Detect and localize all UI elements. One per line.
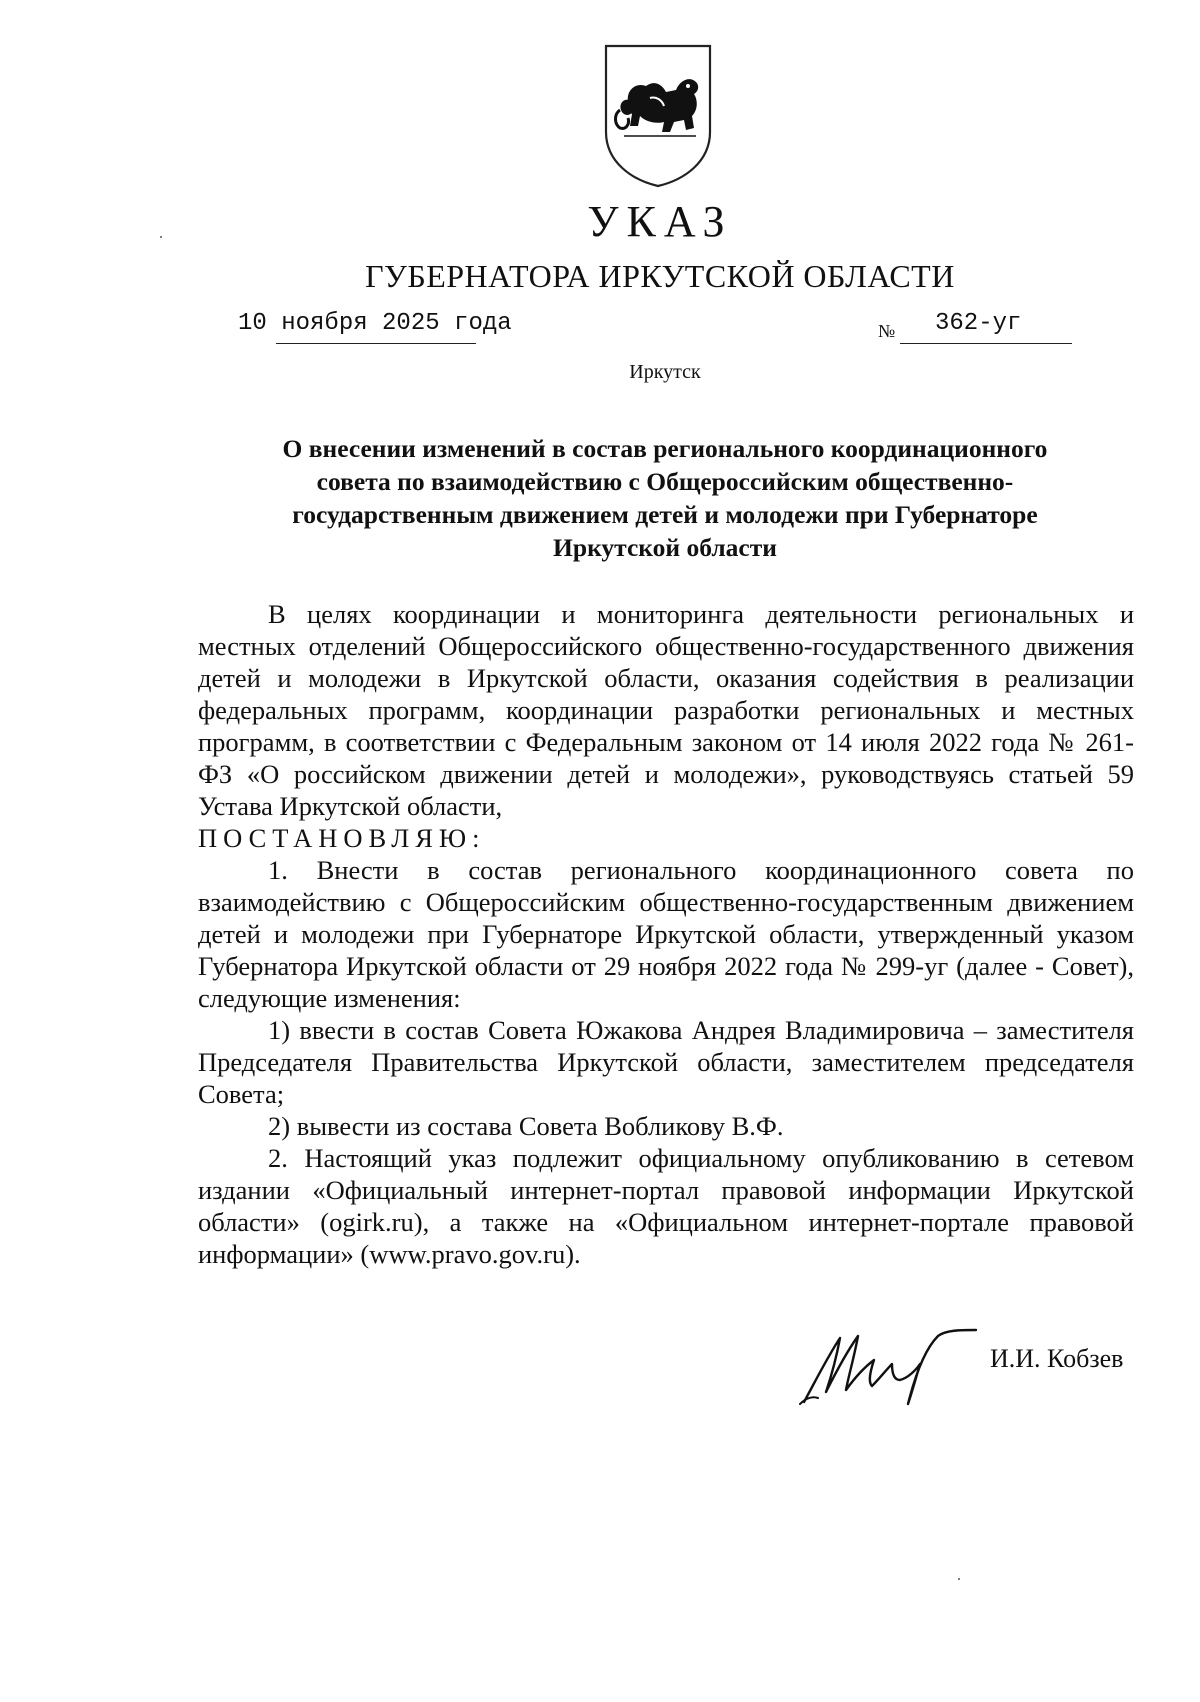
preamble-paragraph: В целях координации и мониторинга деятельности региональных и местных отделений Общероссийского общественно-государственного движения детей и молодежи в Иркутской области, оказания содействия в реализации федеральных программ, координации разработки региональных и местных программ, в соответствии с Федеральным законом от 14 июля 2022 года № 261-ФЗ «О российском движении детей и молодежи», руководствуясь статьей 59 Устава Иркутской области, [198, 599, 1134, 821]
scan-speck [160, 236, 162, 238]
issuing-authority [0, 258, 1200, 295]
decree-body [198, 598, 1134, 1270]
number-underline [900, 343, 1072, 344]
decree-word: ПОСТАНОВЛЯЮ: [198, 823, 486, 853]
handwritten-signature-icon [796, 1320, 986, 1410]
subpoint-1-paragraph: 1) ввести в состав Совета Южакова Андрея Владимировича – заместителя Председателя Правительства Иркутской области, заместителем председателя Совета; [198, 1015, 1134, 1109]
place-of-issue [0, 361, 1200, 384]
signer-name: И.И. Кобзев [990, 1344, 1124, 1373]
document-type-title [0, 196, 1200, 247]
heading-line: Иркутской области [553, 533, 777, 562]
decree-heading [200, 432, 1130, 564]
subpoint-2-paragraph: 2) вывести из состава Совета Вобликову В.Ф. [268, 1111, 784, 1141]
date-underline [276, 343, 476, 344]
decree-number: 362-уг [935, 310, 1022, 337]
heading-line: О внесении изменений в состав регионального координационного [282, 434, 1048, 463]
point-1-paragraph: 1. Внести в состав регионального координационного совета по взаимодействию с Общероссийским общественно-государственным движением детей и молодежи при Губернаторе Иркутской области, утвержденный указом Губернатора Иркутской области от 29 ноября 2022 года № 299-уг (далее - Совет), следующие изменения: [198, 855, 1134, 1013]
coat-of-arms-icon [600, 40, 716, 190]
point-2-paragraph: 2. Настоящий указ подлежит официальному опубликованию в сетевом издании «Официальный интернет-портал правовой информации Иркутской области» (ogirk.ru), а также на «Официальном интернет-портале правовой информации» (www.pravo.gov.ru). [198, 1143, 1134, 1269]
place-of-issue-text: Иркутск [629, 361, 701, 383]
heading-line: государственным движением детей и молодежи при Губернаторе [292, 500, 1038, 529]
scan-speck [958, 1578, 960, 1580]
decree-date: 10 ноября 2025 года [238, 310, 512, 337]
heading-line: совета по взаимодействию с Общероссийским общественно- [316, 467, 1014, 496]
issuing-authority-text: ГУБЕРНАТОРА ИРКУТСКОЙ ОБЛАСТИ [365, 258, 955, 294]
document-type-title-text: УКАЗ [587, 197, 733, 246]
number-sign: № [878, 321, 896, 341]
